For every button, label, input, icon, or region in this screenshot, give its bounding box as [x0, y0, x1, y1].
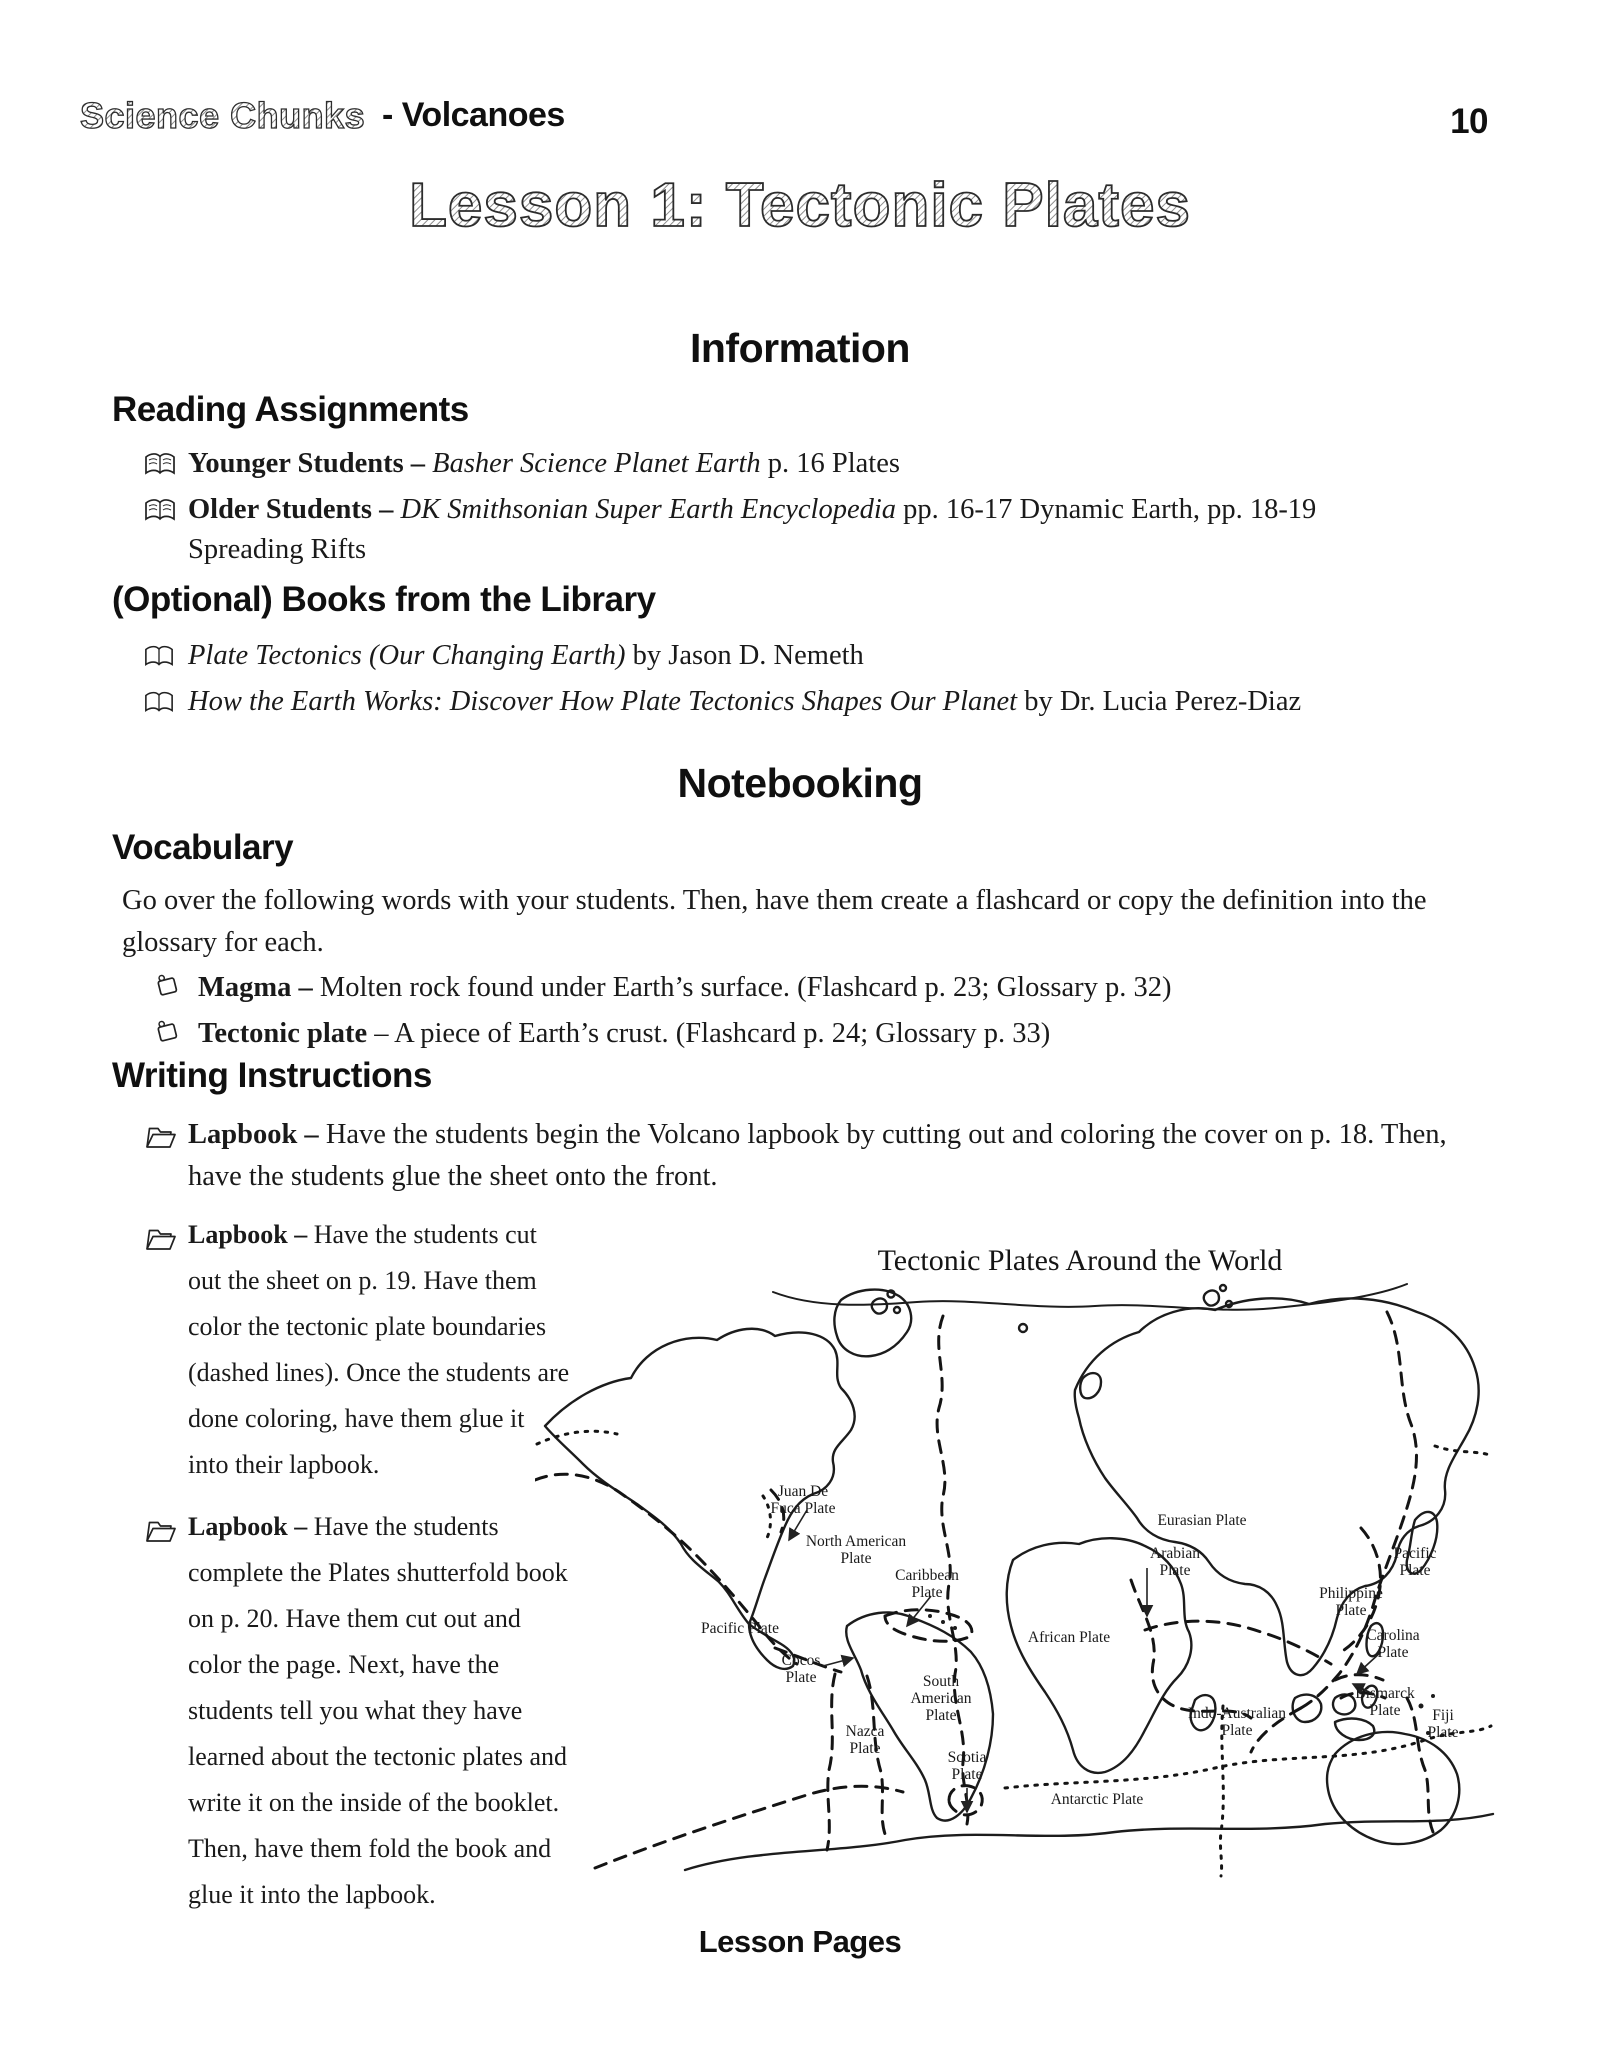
footer-heading: Lesson Pages [698, 1924, 902, 1959]
unit-title: - Volcanoes [382, 96, 565, 134]
folder-icon [144, 1513, 178, 1559]
text-segment: p. 16 Plates [760, 448, 900, 479]
map-title: Tectonic Plates Around the World [877, 1244, 1283, 1277]
list-item [142, 490, 1422, 570]
writing-instructions-heading: Writing Instructions [112, 1056, 432, 1095]
text-segment: Magma – [198, 972, 320, 1003]
text-segment: Younger Students – [188, 448, 433, 479]
flashcard-icon [154, 971, 180, 1011]
map-label-south-american: South American Plate [910, 1673, 972, 1724]
open-book-icon [144, 688, 174, 728]
map-label-nazca: Nazca Plate [845, 1723, 885, 1757]
map-label-african: African Plate [1027, 1629, 1111, 1646]
map-label-carolina: Carolina Plate [1366, 1627, 1420, 1661]
list-item-text [188, 636, 1462, 676]
series-title-text: Science Chunks [80, 95, 366, 136]
list-item [142, 682, 1462, 722]
optional-books-heading: (Optional) Books from the Library [112, 580, 656, 619]
reading-assignments-list [142, 444, 1422, 576]
text-segment: Lapbook – [188, 1512, 314, 1541]
list-item [152, 1014, 1432, 1054]
open-book-icon [144, 450, 176, 490]
list-item-text [188, 490, 1422, 570]
writing-list-column [142, 1212, 570, 1924]
text-segment: Have the students begin the Volcano lapbook by cutting out and coloring the cover on p. 18. Then, have the students glue the sheet onto the front. [188, 1119, 1447, 1192]
list-item [142, 444, 1422, 484]
list-item [142, 1212, 570, 1488]
map-label-eurasian: Eurasian Plate [1157, 1512, 1247, 1529]
map-label-scotia: Scotia Plate [947, 1749, 987, 1783]
list-item-text [188, 1114, 1452, 1198]
text-segment: Tectonic plate [198, 1018, 368, 1049]
list-item-text [188, 1504, 570, 1918]
map-title-underline [773, 1284, 1407, 1310]
text-segment: Basher Science Planet Earth [432, 448, 761, 479]
page-number: 10 [1450, 102, 1488, 141]
text-segment: by Jason D. Nemeth [625, 640, 864, 671]
label-arrows [789, 1510, 1381, 1812]
vocabulary-intro: Go over the following words with your students. Then, have them create a flashcard or copy the definition into the glossary for each. [122, 885, 1427, 958]
map-label-fiji: Fiji Plate [1427, 1707, 1459, 1741]
list-item-text [188, 1212, 570, 1488]
lesson-title-text: Lesson 1: Tectonic Plates [409, 171, 1191, 240]
map-label-caribbean: Caribbean Plate [895, 1567, 959, 1601]
text-segment: Lapbook – [188, 1220, 314, 1249]
text-segment: Lapbook – [188, 1119, 326, 1150]
text-segment: Have the students cut out the sheet on p. 19. Have them color the tectonic plate boundaries (dashed lines). Once the students are done coloring, have them glue it into their lapbook. [188, 1220, 570, 1479]
map-label-pacific-west: Pacific Plate [701, 1620, 779, 1637]
folder-icon [144, 1121, 178, 1163]
text-segment: pp. 16-17 Dynamic Earth, pp. 18-19 Spreading Rifts [188, 494, 1317, 565]
list-item-text [188, 682, 1462, 722]
text-segment: Older Students – [188, 494, 401, 525]
notebooking-heading: Notebooking [677, 760, 923, 806]
text-segment: Have the students complete the Plates shutterfold book on p. 20. Have them cut out and color the page. Next, have the students tell you what they have learned about the tectonic plates and write it on the inside of the booklet. Then, have them fold the book and glue it into the lapbook. [188, 1512, 568, 1909]
optional-books-list [142, 636, 1462, 728]
list-item-text [188, 444, 1422, 484]
flashcard-icon [154, 1017, 180, 1057]
vocabulary-list [152, 968, 1432, 1060]
tectonic-map-figure [535, 1228, 1495, 1893]
map-label-philippine: Philippine Plate [1319, 1585, 1383, 1619]
open-book-icon [144, 496, 176, 536]
list-item [142, 1504, 570, 1918]
folder-icon [144, 1221, 178, 1267]
map-label-cocos: Cocos Plate [781, 1652, 821, 1686]
list-item-text [198, 968, 1432, 1008]
map-label-juan-de-fuca: Juan De Fuca Plate [770, 1483, 836, 1517]
information-heading: Information [690, 325, 910, 371]
map-label-arabian: Arabian Plate [1150, 1545, 1200, 1579]
vocabulary-heading: Vocabulary [112, 828, 294, 867]
continents [545, 1285, 1493, 1870]
map-label-indo-australian: Indo-Australian Plate [1187, 1705, 1287, 1739]
series-title-decor [80, 88, 380, 144]
text-segment: by Dr. Lucia Perez-Diaz [1017, 686, 1302, 717]
text-segment: Molten rock found under Earth’s surface. (Flashcard p. 23; Glossary p. 32) [319, 972, 1172, 1003]
text-segment: DK Smithsonian Super Earth Encyclopedia [400, 494, 897, 525]
list-item-text [198, 1014, 1432, 1054]
text-segment: Plate Tectonics (Our Changing Earth) [188, 640, 626, 671]
list-item [142, 1114, 1452, 1198]
list-item [152, 968, 1432, 1008]
map-label-north-american: North American Plate [805, 1533, 907, 1567]
map-label-bismarck: Bismarck Plate [1355, 1685, 1415, 1719]
reading-assignments-heading: Reading Assignments [112, 390, 469, 429]
cocos-arrow [823, 1658, 853, 1666]
map-label-pacific-east: Pacific Plate [1393, 1545, 1437, 1579]
text-segment: How the Earth Works: Discover How Plate Tectonics Shapes Our Planet [188, 686, 1018, 717]
page-header [80, 88, 565, 144]
open-book-icon [144, 642, 174, 682]
tectonic-map [535, 1228, 1495, 1893]
lesson-title-decor [0, 152, 1600, 252]
list-item [142, 636, 1462, 676]
map-label-antarctic: Antarctic Plate [1050, 1791, 1144, 1808]
text-segment: – A piece of Earth’s crust. (Flashcard p. 24; Glossary p. 33) [367, 1018, 1051, 1049]
writing-list-full [142, 1114, 1452, 1204]
